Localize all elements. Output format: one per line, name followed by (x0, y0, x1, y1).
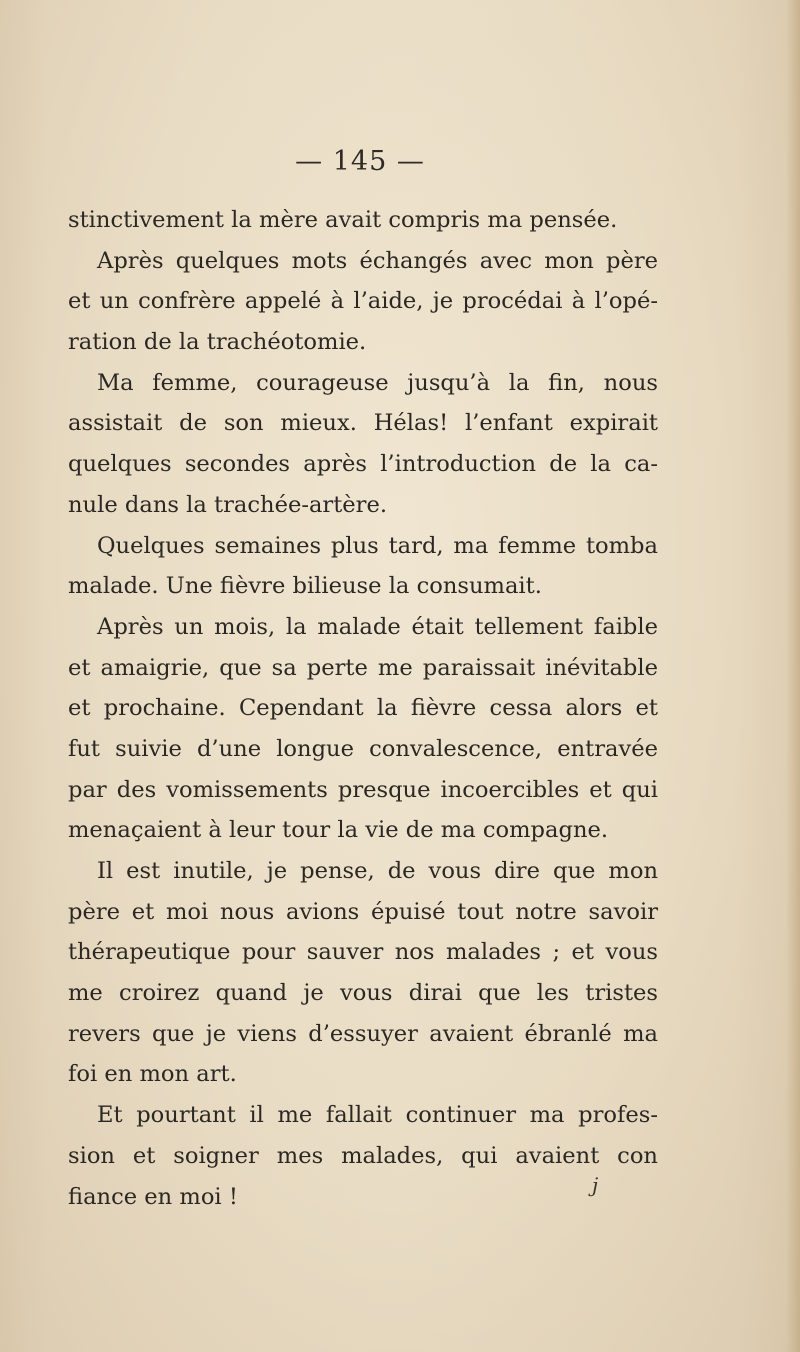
text-line: assistait de son mieux. Hélas! l’enfant expirait (68, 410, 658, 437)
text-line: me croirez quand je vous dirai que les tristes (68, 980, 658, 1007)
body-text (68, 200, 658, 1217)
text-line: stinctivement la mère avait compris ma pensée. (68, 207, 618, 233)
text-line: ration de la trachéotomie. (68, 329, 367, 356)
text-line: fiance en moi ! (68, 1183, 238, 1210)
text-line: Après quelques mots échangés avec mon père (97, 247, 658, 274)
text-line: sion et soigner mes malades, qui avaient con (68, 1142, 658, 1169)
text-line: Il est inutile, je pense, de vous dire que mon (97, 858, 658, 884)
text-line: et prochaine. Cependant la fièvre cessa alors et (68, 695, 658, 722)
text-line: et un confrère appelé à l’aide, je procédai à l’opé- (68, 288, 658, 315)
text-line: revers que je viens d’essuyer avaient ébranlé ma (68, 1020, 658, 1047)
text-line: Quelques semaines plus tard, ma femme tomba (97, 532, 658, 559)
text-line: Ma femme, courageuse jusqu’à la fin, nous (97, 369, 658, 396)
text-line: père et moi nous avions épuisé tout notre savoir (68, 898, 658, 925)
stray-mark: j (592, 1173, 599, 1197)
text-line: quelques secondes après l’introduction de la ca- (68, 451, 658, 478)
text-line: thérapeutique pour sauver nos malades ; et vous (68, 939, 658, 966)
page-edge-shadow (786, 0, 800, 1352)
text-line: menaçaient à leur tour la vie de ma compagne. (68, 817, 609, 844)
text-line: et amaigrie, que sa perte me paraissait inévitable (68, 654, 658, 681)
text-line: nule dans la trachée-artère. (68, 491, 388, 518)
text-line: fut suivie d’une longue convalescence, entravée (68, 735, 658, 762)
text-line: foi en mon art. (68, 1061, 237, 1088)
text-line: Et pourtant il me fallait continuer ma profes- (97, 1102, 658, 1129)
page-number: — 145 — (295, 146, 425, 177)
text-line: Après un mois, la malade était tellement faible (97, 613, 658, 640)
text-line: malade. Une fièvre bilieuse la consumait. (68, 573, 542, 600)
text-line: par des vomissements presque incoercibles et qui (68, 776, 658, 803)
